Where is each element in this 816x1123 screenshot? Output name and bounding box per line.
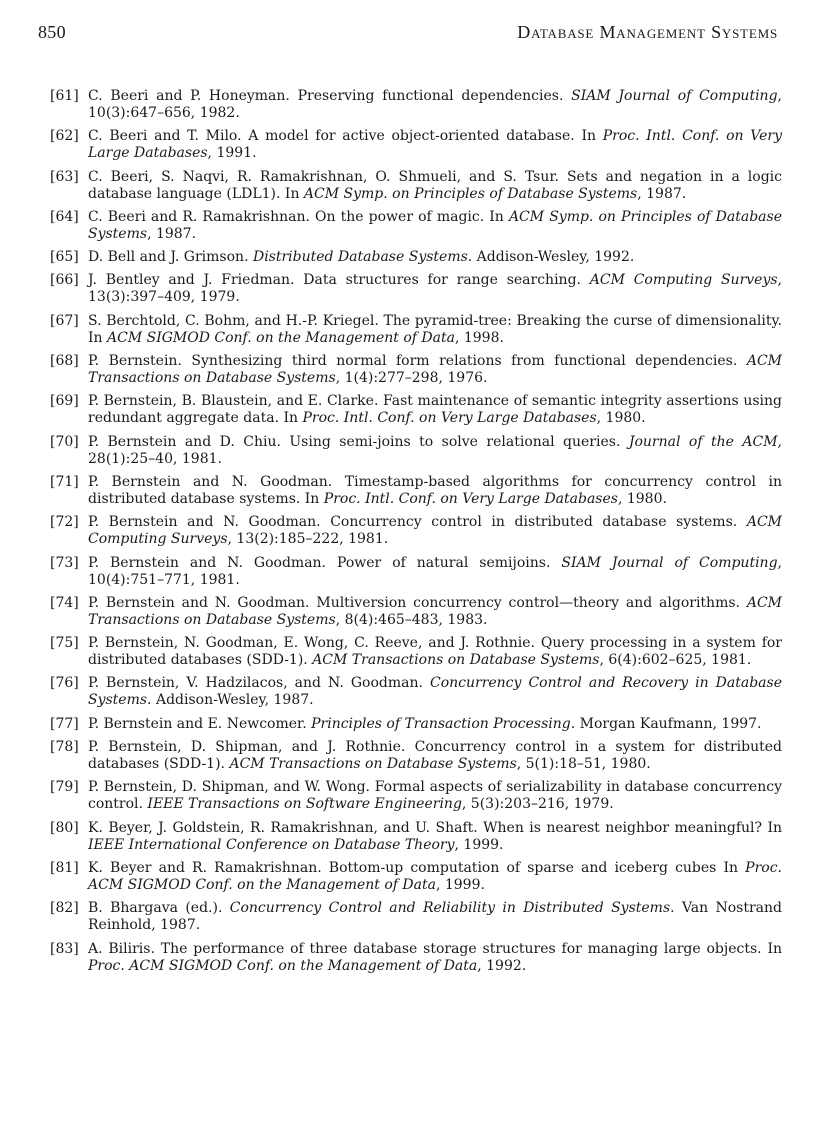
reference-segment: , 6(4):602–625, 1981. bbox=[599, 652, 752, 669]
reference-number: [77] bbox=[50, 715, 79, 732]
reference-segment: , 1987. bbox=[147, 225, 197, 242]
reference-segment: P. Bernstein and D. Chiu. Using semi-joins to solve relational queries. bbox=[88, 433, 629, 450]
reference-text bbox=[88, 434, 782, 468]
reference-segment: , 10(4):751–771, 1981. bbox=[88, 554, 782, 588]
reference-segment: , 1(4):277–298, 1976. bbox=[335, 370, 488, 387]
reference-venue: Principles of Transaction Processing. bbox=[311, 715, 576, 732]
reference-venue: ACM Computing Surveys bbox=[589, 272, 778, 289]
reference-segment: Van Nostrand Reinhold, 1987. bbox=[88, 900, 782, 934]
reference-segment: P. Bernstein, D. Shipman, and W. Wong. Formal aspects of serializability in database concurrency control. bbox=[88, 779, 782, 813]
reference-entry bbox=[50, 128, 782, 162]
reference-segment: P. Bernstein and N. Goodman. Multiversion concurrency control—theory and algorithms. bbox=[88, 594, 747, 611]
reference-segment: D. Bell and J. Grimson. bbox=[88, 249, 253, 266]
reference-venue: ACM Computing Surveys bbox=[88, 514, 782, 548]
reference-entry bbox=[50, 595, 782, 629]
reference-text bbox=[88, 514, 782, 548]
reference-segment: Addison-Wesley, 1992. bbox=[472, 249, 635, 266]
reference-segment: K. Beyer, J. Goldstein, R. Ramakrishnan, and U. Shaft. When is nearest neighbor meaningful? In bbox=[88, 819, 782, 836]
reference-number: [64] bbox=[50, 208, 79, 225]
reference-venue: Proc. Intl. Conf. on Very Large Databases bbox=[323, 490, 618, 507]
reference-text bbox=[88, 169, 782, 203]
reference-text bbox=[88, 675, 782, 709]
reference-segment: P. Bernstein, B. Blaustein, and E. Clarke. Fast maintenance of semantic integrity assertions using redundant aggregate data. In bbox=[88, 393, 782, 427]
reference-segment: , 1999. bbox=[454, 836, 504, 853]
reference-number: [62] bbox=[50, 128, 79, 145]
reference-text bbox=[88, 353, 782, 387]
reference-entry bbox=[50, 860, 782, 894]
reference-segment: , 5(1):18–51, 1980. bbox=[516, 756, 651, 773]
reference-venue: Concurrency Control and Recovery in Database Systems. bbox=[88, 675, 782, 709]
reference-segment: , 1980. bbox=[617, 490, 667, 507]
reference-number: [83] bbox=[50, 940, 79, 957]
reference-text bbox=[88, 88, 782, 122]
reference-number: [61] bbox=[50, 88, 79, 104]
reference-number: [69] bbox=[50, 393, 79, 410]
reference-number: [81] bbox=[50, 859, 79, 876]
reference-segment: , 13(2):185–222, 1981. bbox=[227, 531, 389, 548]
reference-venue: ACM Transactions on Database Systems bbox=[312, 652, 600, 669]
reference-entry bbox=[50, 209, 782, 243]
reference-number: [73] bbox=[50, 554, 79, 571]
reference-entry bbox=[50, 555, 782, 589]
reference-segment: , 5(3):203–216, 1979. bbox=[461, 796, 614, 813]
reference-segment: , 8(4):465–483, 1983. bbox=[335, 611, 488, 628]
reference-number: [67] bbox=[50, 312, 79, 329]
reference-segment: Addison-Wesley, 1987. bbox=[151, 692, 314, 709]
reference-entry bbox=[50, 249, 782, 266]
reference-text bbox=[88, 393, 782, 427]
reference-entry bbox=[50, 635, 782, 669]
page-number: 850 bbox=[38, 22, 66, 42]
reference-segment: P. Bernstein and E. Newcomer. bbox=[88, 715, 312, 732]
reference-venue: ACM Symp. on Principles of Database Systems bbox=[303, 185, 638, 202]
reference-entry bbox=[50, 169, 782, 203]
reference-segment: C. Beeri and R. Ramakrishnan. On the power of magic. In bbox=[88, 208, 509, 225]
reference-number: [63] bbox=[50, 168, 79, 185]
reference-segment: C. Beeri and T. Milo. A model for active object-oriented database. In bbox=[88, 128, 603, 145]
reference-entry bbox=[50, 88, 782, 122]
reference-segment: K. Beyer and R. Ramakrishnan. Bottom-up computation of sparse and iceberg cubes In bbox=[88, 859, 746, 876]
reference-entry bbox=[50, 779, 782, 813]
reference-entry bbox=[50, 900, 782, 934]
reference-segment: P. Bernstein and N. Goodman. Power of natural semijoins. bbox=[88, 554, 562, 571]
reference-entry bbox=[50, 739, 782, 773]
reference-number: [68] bbox=[50, 353, 79, 370]
reference-entry bbox=[50, 675, 782, 709]
reference-entry bbox=[50, 353, 782, 387]
reference-venue: ACM Transactions on Database Systems bbox=[229, 756, 517, 773]
reference-entry bbox=[50, 716, 782, 733]
reference-text bbox=[88, 900, 782, 934]
reference-entry bbox=[50, 272, 782, 306]
reference-entry bbox=[50, 434, 782, 468]
reference-text bbox=[88, 739, 782, 773]
reference-venue: Journal of the ACM bbox=[628, 433, 778, 450]
reference-text bbox=[88, 555, 782, 589]
reference-venue: ACM Transactions on Database Systems bbox=[88, 594, 782, 628]
reference-segment: , 1987. bbox=[637, 185, 687, 202]
reference-segment: B. Bhargava (ed.). bbox=[88, 900, 230, 917]
reference-entry bbox=[50, 474, 782, 508]
reference-segment: P. Bernstein, V. Hadzilacos, and N. Goodman. bbox=[88, 675, 430, 692]
reference-segment: , 1998. bbox=[454, 329, 504, 346]
reference-venue: Proc. Intl. Conf. on Very Large Databases bbox=[88, 128, 782, 162]
reference-entry bbox=[50, 820, 782, 854]
reference-segment: S. Berchtold, C. Bohm, and H.-P. Kriegel. The pyramid-tree: Breaking the curse of dimensionality. In bbox=[88, 312, 782, 346]
reference-segment: P. Bernstein, N. Goodman, E. Wong, C. Reeve, and J. Rothnie. Query processing in a system for distributed databases (SDD-1). bbox=[88, 635, 782, 669]
reference-number: [82] bbox=[50, 900, 79, 917]
reference-venue: ACM SIGMOD Conf. on the Management of Data bbox=[107, 329, 455, 346]
reference-number: [65] bbox=[50, 249, 79, 266]
reference-entry bbox=[50, 941, 782, 975]
reference-venue: Distributed Database Systems. bbox=[252, 249, 473, 266]
reference-number: [71] bbox=[50, 473, 79, 490]
reference-segment: P. Bernstein, D. Shipman, and J. Rothnie. Concurrency control in a system for distributed databases (SDD-1). bbox=[88, 739, 782, 773]
reference-venue: SIAM Journal of Computing bbox=[571, 88, 778, 104]
reference-segment: C. Beeri and P. Honeyman. Preserving functional dependencies. bbox=[88, 88, 572, 104]
reference-venue: ACM Transactions on Database Systems bbox=[88, 353, 782, 387]
reference-venue: Proc. ACM SIGMOD Conf. on the Management of Data bbox=[88, 859, 782, 893]
reference-segment: C. Beeri, S. Naqvi, R. Ramakrishnan, O. Shmueli, and S. Tsur. Sets and negation in a logic database language (LDL1). In bbox=[88, 168, 782, 202]
reference-venue: ACM Symp. on Principles of Database Systems bbox=[88, 208, 783, 242]
reference-number: [70] bbox=[50, 433, 79, 450]
reference-text bbox=[88, 209, 782, 243]
reference-segment: P. Bernstein. Synthesizing third normal form relations from functional dependencies. bbox=[88, 353, 747, 370]
running-title: Database Management Systems bbox=[517, 22, 778, 42]
reference-text bbox=[88, 474, 782, 508]
reference-text bbox=[88, 249, 782, 266]
reference-text bbox=[88, 595, 782, 629]
reference-segment: J. Bentley and J. Friedman. Data structures for range searching. bbox=[88, 272, 590, 289]
reference-segment: A. Biliris. The performance of three database storage structures for managing large objects. In bbox=[88, 940, 782, 957]
reference-number: [76] bbox=[50, 675, 79, 692]
reference-segment: , 1980. bbox=[596, 410, 646, 427]
reference-segment: , 10(3):647–656, 1982. bbox=[88, 88, 782, 121]
reference-number: [78] bbox=[50, 739, 79, 756]
reference-number: [74] bbox=[50, 594, 79, 611]
reference-segment: , 13(3):397–409, 1979. bbox=[88, 272, 782, 306]
reference-venue: Proc. Intl. Conf. on Very Large Databases bbox=[302, 410, 597, 427]
reference-venue: Concurrency Control and Reliability in Distributed Systems. bbox=[229, 900, 675, 917]
reference-number: [72] bbox=[50, 514, 79, 531]
reference-text bbox=[88, 128, 782, 162]
reference-entry bbox=[50, 313, 782, 347]
reference-segment: , 1991. bbox=[207, 145, 257, 162]
reference-text bbox=[88, 820, 782, 854]
reference-venue: IEEE International Conference on Database Theory bbox=[88, 836, 455, 853]
reference-text bbox=[88, 941, 782, 975]
running-head bbox=[38, 22, 778, 46]
reference-number: [66] bbox=[50, 272, 79, 289]
reference-segment: , 28(1):25–40, 1981. bbox=[88, 433, 782, 467]
reference-segment: , 1999. bbox=[435, 876, 485, 893]
reference-entry bbox=[50, 514, 782, 548]
reference-entry bbox=[50, 393, 782, 427]
reference-list bbox=[50, 88, 782, 981]
reference-number: [80] bbox=[50, 819, 79, 836]
reference-text bbox=[88, 779, 782, 813]
reference-text bbox=[88, 313, 782, 347]
reference-text bbox=[88, 860, 782, 894]
reference-segment: Morgan Kaufmann, 1997. bbox=[575, 715, 762, 732]
reference-text bbox=[88, 635, 782, 669]
reference-text bbox=[88, 272, 782, 306]
reference-venue: IEEE Transactions on Software Engineering bbox=[147, 796, 462, 813]
reference-segment: P. Bernstein and N. Goodman. Concurrency control in distributed database systems. bbox=[88, 514, 747, 531]
reference-venue: SIAM Journal of Computing bbox=[561, 554, 778, 571]
reference-segment: P. Bernstein and N. Goodman. Timestamp-based algorithms for concurrency control in distributed database systems. In bbox=[88, 473, 782, 507]
reference-number: [79] bbox=[50, 779, 79, 796]
reference-number: [75] bbox=[50, 635, 79, 652]
reference-text bbox=[88, 716, 782, 733]
reference-venue: Proc. ACM SIGMOD Conf. on the Management of Data bbox=[88, 957, 478, 974]
reference-segment: , 1992. bbox=[477, 957, 527, 974]
